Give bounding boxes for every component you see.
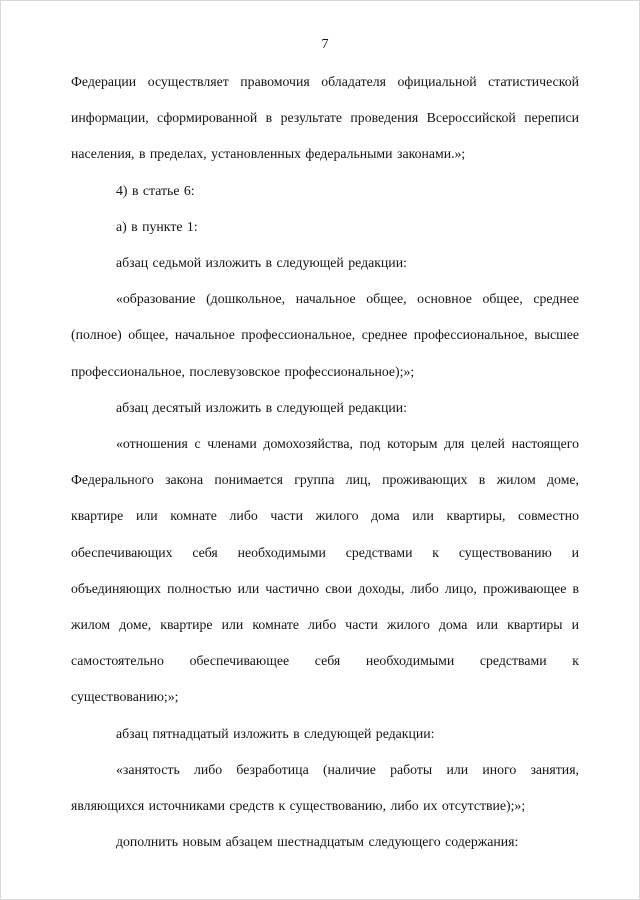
paragraph: абзац седьмой изложить в следующей редакции: (116, 255, 407, 271)
paragraph: «занятость либо безработица (наличие работы или иного занятия, являющихся источниками средств к существованию, либо их отсутствие);»; (71, 761, 579, 814)
paragraph: 4) в статье 6: (116, 182, 195, 198)
paragraph: абзац десятый изложить в следующей редакции: (116, 399, 407, 415)
paragraph: абзац пятнадцатый изложить в следующей редакции: (116, 725, 435, 741)
page-number: 7 (321, 37, 329, 52)
paragraph: Федерации осуществляет правомочия обладателя официальной статистической информации, сформированной в результате проведения Всероссийской переписи населения, в пределах, установленных федеральными законами.»; (71, 74, 579, 162)
page-content (1, 1, 639, 860)
paragraph: а) в пункте 1: (116, 218, 198, 234)
document-body (71, 64, 579, 860)
paragraph: «образование (дошкольное, начальное общее, основное общее, среднее (полное) общее, начальное профессиональное, среднее профессиональное, высшее профессиональное, послевузовское профессиональное);»; (71, 291, 579, 379)
paragraph: «отношения с членами домохозяйства, под которым для целей настоящего Федерального закона понимается группа лиц, проживающих в жилом доме, квартире или комнате либо части жилого дома или квартиры, совместно обеспечивающих себя необходимыми средствами к существованию и объединяющих полностью или частично свои доходы, либо лицо, проживающее в жилом доме, квартире или комнате либо части жилого дома или квартиры и самостоятельно обеспечивающее себя необходимыми средствами к существованию;»; (71, 436, 579, 705)
paragraph: дополнить новым абзацем шестнадцатым следующего содержания: (116, 834, 519, 850)
